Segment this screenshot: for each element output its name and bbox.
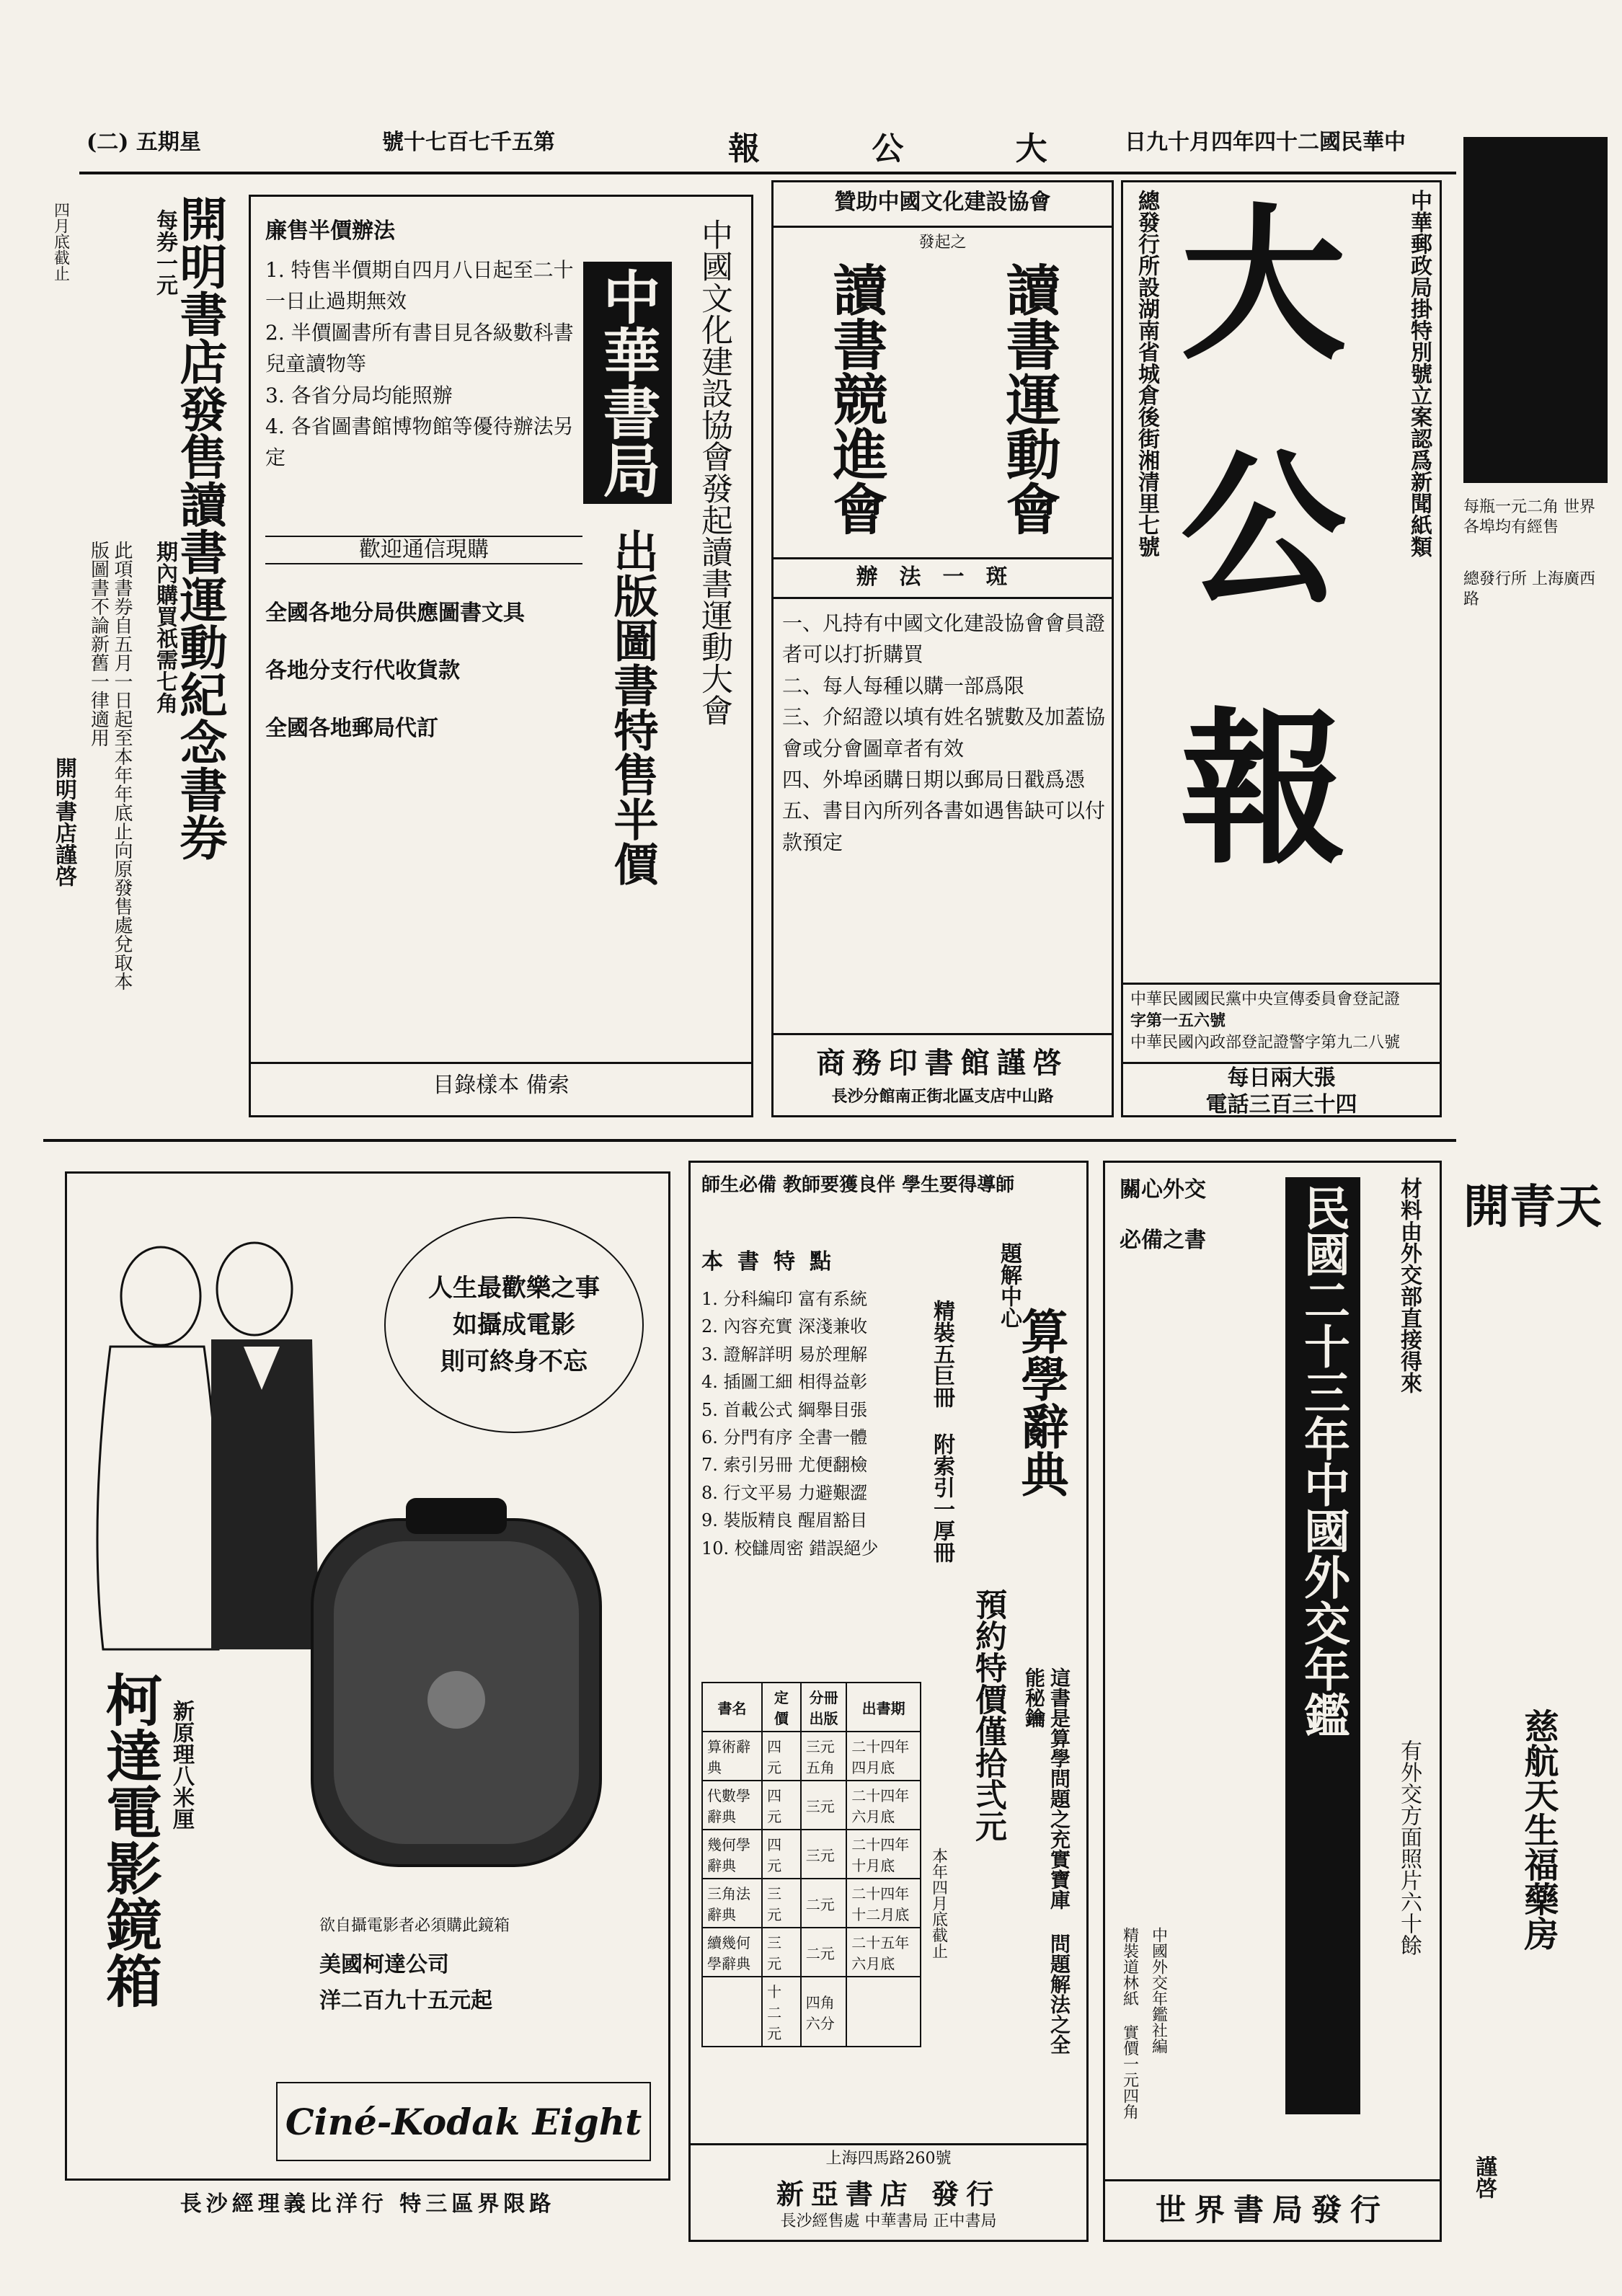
dictionary-publisher-address: 上海四馬路260號 bbox=[825, 2150, 952, 2168]
diplomacy-head-2: 必備之書 bbox=[1120, 1228, 1206, 1253]
table-cell bbox=[702, 1977, 762, 2047]
masthead-issue-number: 號十七百七千五第 bbox=[382, 130, 555, 155]
dictionary-presale-note: 本年四月底截止 bbox=[929, 1848, 948, 1959]
table-cell: 三元 bbox=[801, 1781, 846, 1830]
reading-rule-1 bbox=[774, 226, 1112, 228]
table-cell: 四元 bbox=[762, 1781, 801, 1830]
table-cell: 二十四年十二月底 bbox=[846, 1879, 921, 1928]
math-dictionary-ad bbox=[688, 1161, 1089, 2242]
table-cell: 算術辭典 bbox=[702, 1732, 762, 1781]
table-cell: 三元 bbox=[801, 1830, 846, 1879]
dictionary-feature: 5. 首載公式 綱舉目張 bbox=[701, 1399, 868, 1420]
masthead-paper-name: 報 公 大 bbox=[728, 130, 1098, 167]
dictionary-feature: 7. 索引另冊 尤便翻檢 bbox=[701, 1455, 868, 1476]
table-header-cell: 出書期 bbox=[846, 1683, 921, 1732]
dictionary-rule bbox=[691, 2143, 1086, 2145]
kodak-company: 美國柯達公司 bbox=[319, 1952, 449, 1977]
reading-rules-list bbox=[782, 608, 1107, 858]
table-row bbox=[702, 1928, 921, 1977]
dagongbao-rule-1 bbox=[1123, 983, 1440, 985]
dictionary-features-title: 本書特點 bbox=[701, 1249, 846, 1275]
reading-footer: 商務印書館謹啓 bbox=[816, 1046, 1069, 1080]
dagongbao-registration-1: 中華民國國民黨中央宣傳委員會登記證 bbox=[1130, 990, 1401, 1009]
diplomacy-title: 民國二十三年中國外交年鑑 bbox=[1285, 1177, 1360, 2114]
reading-rule-item: 四、外埠函購日期以郵局日戳爲憑 bbox=[782, 767, 1086, 792]
dagongbao-phone: 電話三百三十四 bbox=[1205, 1091, 1357, 1117]
reading-title-b: 讀書競進會 bbox=[824, 262, 888, 536]
table-row bbox=[702, 1781, 921, 1830]
dictionary-pack: 精裝五巨冊 附索引一厚冊 bbox=[929, 1300, 954, 1563]
diplomacy-publisher: 世界書局發行 bbox=[1155, 2192, 1389, 2228]
dictionary-slogan: 這書是算學問題之充實寶庫 問題解法之全能秘鑰 bbox=[1022, 1667, 1071, 2055]
kodak-price: 洋二百九十五元起 bbox=[319, 1988, 492, 2013]
dagongbao-rule-2 bbox=[1123, 1062, 1440, 1064]
table-header-cell: 分冊出版 bbox=[801, 1683, 846, 1732]
section-rule bbox=[43, 1139, 1456, 1142]
zhonghua-nationwide: 全國各地分局供應圖書文具 bbox=[265, 600, 525, 626]
table-cell: 二十五年六月底 bbox=[846, 1928, 921, 1977]
dagongbao-price: 每日兩大張 bbox=[1227, 1065, 1336, 1091]
kodak-product-name: 柯達電影鏡箱 bbox=[97, 1671, 162, 2008]
kodak-bubble-line-2: 如攝成電影 bbox=[453, 1310, 575, 1339]
dictionary-feature: 6. 分門有序 全書一體 bbox=[701, 1427, 868, 1448]
zhonghua-post: 全國各地郵局代訂 bbox=[265, 716, 438, 741]
right-edge-strip bbox=[1463, 123, 1608, 2278]
reading-rules-title: 辦法一斑 bbox=[856, 564, 1029, 590]
kodak-brand-logo: Ciné-Kodak Eight bbox=[276, 2082, 651, 2161]
dictionary-feature: 9. 裝版精良 醒眉豁目 bbox=[701, 1510, 868, 1531]
dictionary-tagline: 師生必備 教師要獲良伴 學生要得導師 bbox=[701, 1174, 1015, 1196]
table-cell: 二十四年四月底 bbox=[846, 1732, 921, 1781]
table-row bbox=[702, 1977, 921, 2047]
dagongbao-title-gong: 公 bbox=[1152, 442, 1347, 608]
kodak-agent: 長沙經理義比洋行 特三區界限路 bbox=[180, 2191, 556, 2217]
reading-rule-item: 五、書目內所列各書如遇售缺可以付款預定 bbox=[782, 799, 1106, 854]
dictionary-feature: 3. 證解詳明 易於理解 bbox=[701, 1344, 868, 1365]
reading-movement-ad bbox=[771, 180, 1114, 1117]
dictionary-feature: 4. 插圖工細 相得益彰 bbox=[701, 1372, 868, 1393]
right-strip-line-2: 總發行所 上海廣西路 bbox=[1463, 570, 1595, 608]
kodak-bubble-line-3: 則可終身不忘 bbox=[440, 1347, 588, 1376]
table-header-cell: 定價 bbox=[762, 1683, 801, 1732]
zhonghua-rule-item: 1. 特售半價期自四月八日起至二十一日止過期無效 bbox=[265, 258, 574, 314]
dictionary-feature: 8. 行文平易 力避艱澀 bbox=[701, 1482, 868, 1503]
kodak-description: 欲自攝電影者必須購此鏡箱 bbox=[319, 1917, 510, 1935]
dagongbao-title-bao: 報 bbox=[1152, 701, 1347, 867]
masthead-weekday: (二) 五期星 bbox=[87, 130, 201, 155]
zhonghua-rules-list bbox=[265, 254, 582, 474]
masthead bbox=[79, 123, 1456, 166]
reading-rule-item: 三、介紹證以填有姓名號數及加蓋協會或分會圖章者有效 bbox=[782, 705, 1106, 761]
dagongbao-registration-3: 中華民國內政部登記證警字第九二八號 bbox=[1130, 1034, 1401, 1052]
dictionary-subtitle: 題解中心 bbox=[996, 1242, 1021, 1329]
table-cell: 三元 bbox=[762, 1928, 801, 1977]
diplomacy-editor: 中國外交年鑑社編 bbox=[1149, 1927, 1168, 2054]
kaiming-title: 開明書店發售讀書運動紀念書券 bbox=[172, 195, 228, 861]
kaiming-deadline: 四月底截止 bbox=[51, 202, 70, 281]
camera-illustration bbox=[283, 1491, 629, 1894]
table-cell: 十二元 bbox=[762, 1977, 801, 2047]
zhonghua-rule-item: 2. 半價圖書所有書目見各級數科書兒童讀物等 bbox=[265, 320, 574, 376]
zhonghua-mail-title: 歡迎通信現購 bbox=[265, 536, 582, 564]
diplomacy-photo-note: 有外交方面照片六十餘 bbox=[1396, 1739, 1422, 1956]
zhonghua-agents: 各地分支行代收貨款 bbox=[265, 658, 460, 683]
dictionary-agents: 長沙經售處 中華書局 正中書局 bbox=[780, 2212, 997, 2230]
table-row bbox=[702, 1830, 921, 1879]
dictionary-feature: 10. 校讎周密 錯誤絕少 bbox=[701, 1538, 879, 1559]
zhonghua-ad bbox=[249, 195, 753, 1117]
reading-rule-item: 二、每人每種以購一部爲限 bbox=[782, 673, 1025, 698]
reading-rule-4 bbox=[774, 1033, 1112, 1035]
right-strip-bottom-title: 慈航天生福藥房 bbox=[1518, 1708, 1559, 1951]
dictionary-presale: 預約特價僅拾弍元 bbox=[970, 1588, 1006, 1842]
table-cell: 二十四年十月底 bbox=[846, 1830, 921, 1879]
table-cell: 二元 bbox=[801, 1928, 846, 1977]
zhonghua-rule bbox=[251, 1062, 751, 1064]
masthead-rule bbox=[79, 172, 1456, 174]
table-cell: 續幾何學辭典 bbox=[702, 1928, 762, 1977]
table-cell: 幾何學辭典 bbox=[702, 1830, 762, 1879]
table-cell: 四角六分 bbox=[801, 1977, 846, 2047]
table-cell: 三元 bbox=[762, 1879, 801, 1928]
diplomacy-rule bbox=[1105, 2179, 1440, 2181]
table-cell: 三角法辭典 bbox=[702, 1879, 762, 1928]
dagongbao-address: 總發行所設湖南省城倉後街湘清里七號 bbox=[1134, 190, 1159, 557]
dictionary-publisher: 新亞書店 發行 bbox=[776, 2178, 1001, 2210]
dictionary-title: 算學辭典 bbox=[1013, 1307, 1069, 1497]
reading-rule-2 bbox=[774, 557, 1112, 559]
dagongbao-postal-line: 中華郵政局掛特別號立案認爲新聞紙類 bbox=[1406, 190, 1432, 557]
masthead-date: 日九十月四年四十二國民華中 bbox=[1125, 130, 1406, 155]
zhonghua-organizer: 中國文化建設協會發起讀書運動大會 bbox=[696, 218, 732, 726]
right-strip-line-1: 每瓶一元二角 世界各埠均有經售 bbox=[1463, 498, 1595, 536]
diplomacy-source: 材料由外交部直接得來 bbox=[1396, 1177, 1422, 1393]
kaiming-note: 此項書券自五月一日起至本年年底止向原發售處兌取本版圖書不論新舊一律適用 bbox=[87, 541, 133, 990]
dagongbao-registration-2: 字第一五六號 bbox=[1130, 1011, 1226, 1030]
dictionary-features-list bbox=[701, 1285, 918, 1562]
right-strip-title: 開青天 bbox=[1463, 1180, 1602, 1234]
table-row bbox=[702, 1879, 921, 1928]
zhonghua-rule-item: 3. 各省分局均能照辦 bbox=[265, 383, 453, 407]
table-cell: 二十四年六月底 bbox=[846, 1781, 921, 1830]
right-strip-signature: 謹啓 bbox=[1471, 2155, 1497, 2199]
table-cell: 二元 bbox=[801, 1879, 846, 1928]
table-cell bbox=[846, 1977, 921, 2047]
table-row bbox=[702, 1732, 921, 1781]
table-cell: 四元 bbox=[762, 1830, 801, 1879]
zhonghua-sale-title: 出版圖書特售半價 bbox=[606, 528, 659, 886]
table-cell: 四元 bbox=[762, 1732, 801, 1781]
zhonghua-rule-item: 4. 各省圖書館博物館等優待辦法另定 bbox=[265, 414, 574, 470]
right-strip-banner bbox=[1463, 137, 1608, 483]
diplomacy-price: 精裝道林紙 實價一元四角 bbox=[1120, 1927, 1139, 2119]
reading-rule-3 bbox=[774, 597, 1112, 599]
kaiming-ad bbox=[43, 180, 241, 1117]
table-header-cell: 書名 bbox=[702, 1683, 762, 1732]
kaiming-price: 每券一元 bbox=[152, 209, 177, 296]
diplomacy-yearbook-ad bbox=[1103, 1161, 1442, 2242]
dagongbao-ad bbox=[1121, 180, 1442, 1117]
reading-sponsor-header: 贊助中國文化建設協會 bbox=[834, 190, 1051, 215]
reading-title-a: 讀書運動會 bbox=[997, 262, 1061, 536]
kodak-ad bbox=[65, 1171, 670, 2181]
zhonghua-name: 中華書局 bbox=[583, 262, 672, 504]
dictionary-feature: 1. 分科編印 富有系統 bbox=[701, 1289, 868, 1309]
dagongbao-title-da: 大 bbox=[1152, 197, 1347, 363]
table-cell: 三元五角 bbox=[801, 1732, 846, 1781]
reading-rule-item: 一、凡持有中國文化建設協會會員證者可以打折購買 bbox=[782, 611, 1106, 667]
table-cell: 代數學辭典 bbox=[702, 1781, 762, 1830]
zhonghua-catalog: 目錄樣本 備索 bbox=[433, 1073, 570, 1098]
kodak-spec: 新原理八米厘 bbox=[169, 1700, 194, 1830]
dictionary-feature: 2. 內容充實 深淺兼收 bbox=[701, 1316, 868, 1337]
kaiming-signature: 開明書店謹啓 bbox=[51, 757, 76, 887]
kaiming-period: 期內購買祇需七角 bbox=[152, 541, 177, 714]
dictionary-price-table bbox=[701, 1682, 921, 2047]
kodak-bubble-line-1: 人生最歡樂之事 bbox=[428, 1273, 600, 1303]
zhonghua-rules-title: 廉售半價辦法 bbox=[265, 218, 395, 244]
reading-sub: 發起之 bbox=[918, 234, 967, 252]
diplomacy-head-1: 關心外交 bbox=[1120, 1177, 1206, 1202]
kodak-speech-bubble bbox=[384, 1217, 644, 1433]
reading-footer-address: 長沙分館南正街北區支店中山路 bbox=[831, 1087, 1054, 1106]
